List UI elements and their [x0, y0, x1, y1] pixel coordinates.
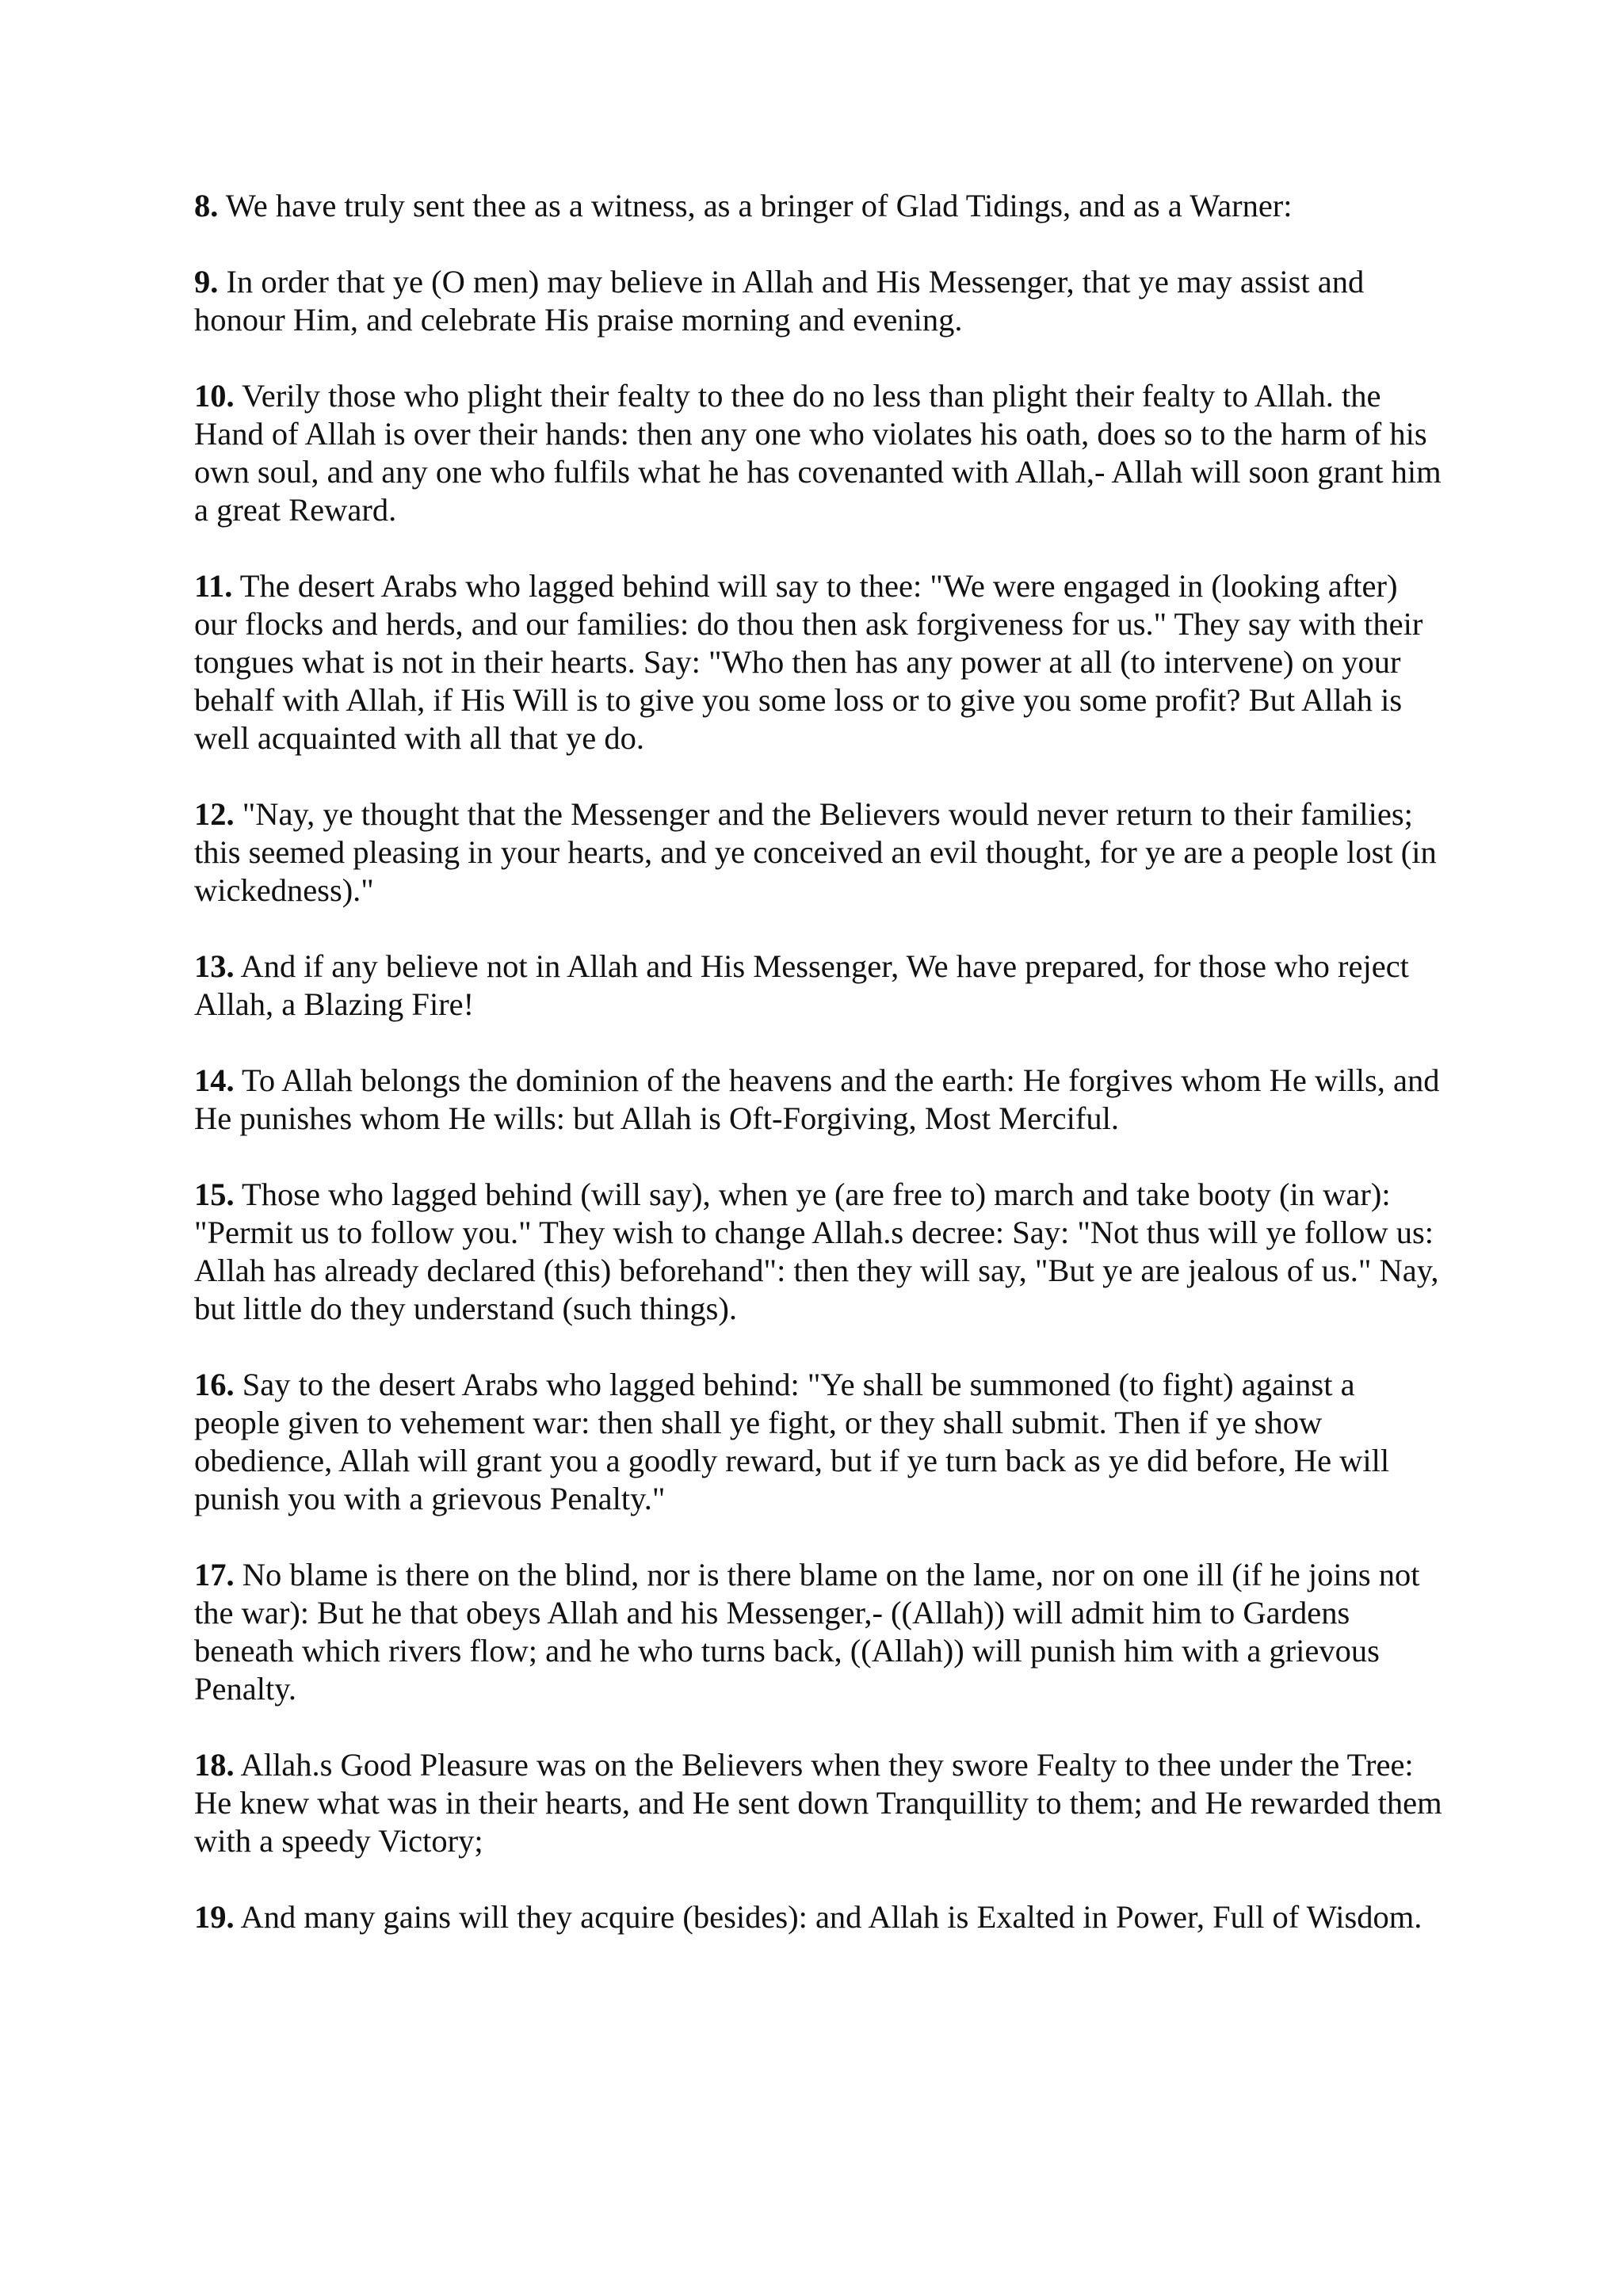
- verse-16: [194, 1366, 1446, 1518]
- verse-number: 15.: [194, 1177, 235, 1212]
- verse-number: 9.: [194, 264, 219, 299]
- verse-10: [194, 377, 1446, 529]
- verse-number: 10.: [194, 378, 235, 414]
- verse-14: [194, 1062, 1446, 1138]
- verse-19: [194, 1898, 1446, 1936]
- verse-number: 12.: [194, 796, 235, 832]
- verse-12: [194, 795, 1446, 910]
- verse-number: 11.: [194, 568, 233, 604]
- verse-number: 14.: [194, 1062, 235, 1098]
- verse-number: 8.: [194, 188, 219, 223]
- verse-13: [194, 948, 1446, 1024]
- verse-text: In order that ye (O men) may believe in Allah and His Messenger, that ye may assist and honour Him, and celebrate His praise morning and evening.: [194, 264, 1365, 338]
- verse-18: [194, 1746, 1446, 1860]
- verse-text: And if any believe not in Allah and His Messenger, We have prepared, for those who reject Allah, a Blazing Fire!: [194, 948, 1409, 1022]
- verse-8: [194, 187, 1446, 225]
- verse-15: [194, 1176, 1446, 1328]
- verse-text: Say to the desert Arabs who lagged behind: "Ye shall be summoned (to fight) against a people given to vehement war: then shall ye fight, or they shall submit. Then if ye show obedience, Allah will grant you a goodly reward, but if ye turn back as ye did before, He will punish you with a grievous Penalty.": [194, 1367, 1390, 1516]
- verse-text: "Nay, ye thought that the Messenger and the Believers would never return to their families; this seemed pleasing in your hearts, and ye conceived an evil thought, for ye are a people lost (in wickedness).": [194, 796, 1437, 908]
- verse-number: 16.: [194, 1367, 235, 1402]
- verse-11: [194, 567, 1446, 757]
- verse-text: Verily those who plight their fealty to thee do no less than plight their fealty to Allah. the Hand of Allah is over their hands: then any one who violates his oath, does so to the harm of his own soul, and any one who fulfils what he has covenanted with Allah,- Allah will soon grant him a great Reward.: [194, 378, 1442, 528]
- verse-text: We have truly sent thee as a witness, as a bringer of Glad Tidings, and as a Warner:: [218, 188, 1293, 223]
- verse-9: [194, 263, 1446, 339]
- verse-list: [194, 187, 1446, 1974]
- verse-number: 18.: [194, 1747, 235, 1783]
- verse-text: The desert Arabs who lagged behind will say to thee: "We were engaged in (looking after) our flocks and herds, and our families: do thou then ask forgiveness for us." They say with their tongues what is not in their hearts. Say: "Who then has any power at all (to intervene) on your behalf with Allah, if His Will is to give you some loss or to give you some profit? But Allah is well acquainted with all that ye do.: [194, 568, 1423, 756]
- verse-text: No blame is there on the blind, nor is there blame on the lame, nor on one ill (if he joins not the war): But he that obeys Allah and his Messenger,- ((Allah)) will admit him to Gardens beneath which rivers flow; and he who turns back, ((Allah)) will punish him with a grievous Penalty.: [194, 1557, 1420, 1707]
- verse-text: And many gains will they acquire (besides): and Allah is Exalted in Power, Full of Wisdom.: [234, 1899, 1423, 1935]
- verse-text: Allah.s Good Pleasure was on the Believers when they swore Fealty to thee under the Tree: He knew what was in their hearts, and He sent down Tranquillity to them; and He rewarded them with a speedy Victory;: [194, 1747, 1442, 1859]
- verse-number: 19.: [194, 1899, 235, 1935]
- verse-17: [194, 1556, 1446, 1708]
- verse-text: To Allah belongs the dominion of the heavens and the earth: He forgives whom He wills, and He punishes whom He wills: but Allah is Oft-Forgiving, Most Merciful.: [194, 1062, 1440, 1136]
- verse-number: 17.: [194, 1557, 235, 1592]
- verse-number: 13.: [194, 948, 235, 984]
- verse-text: Those who lagged behind (will say), when ye (are free to) march and take booty (in war): "Permit us to follow you." They wish to change Allah.s decree: Say: "Not thus will ye follow us: Allah has already declared (this) beforehand": then they will say, "But ye are jealous of us." Nay, but little do they understand (such things).: [194, 1177, 1439, 1326]
